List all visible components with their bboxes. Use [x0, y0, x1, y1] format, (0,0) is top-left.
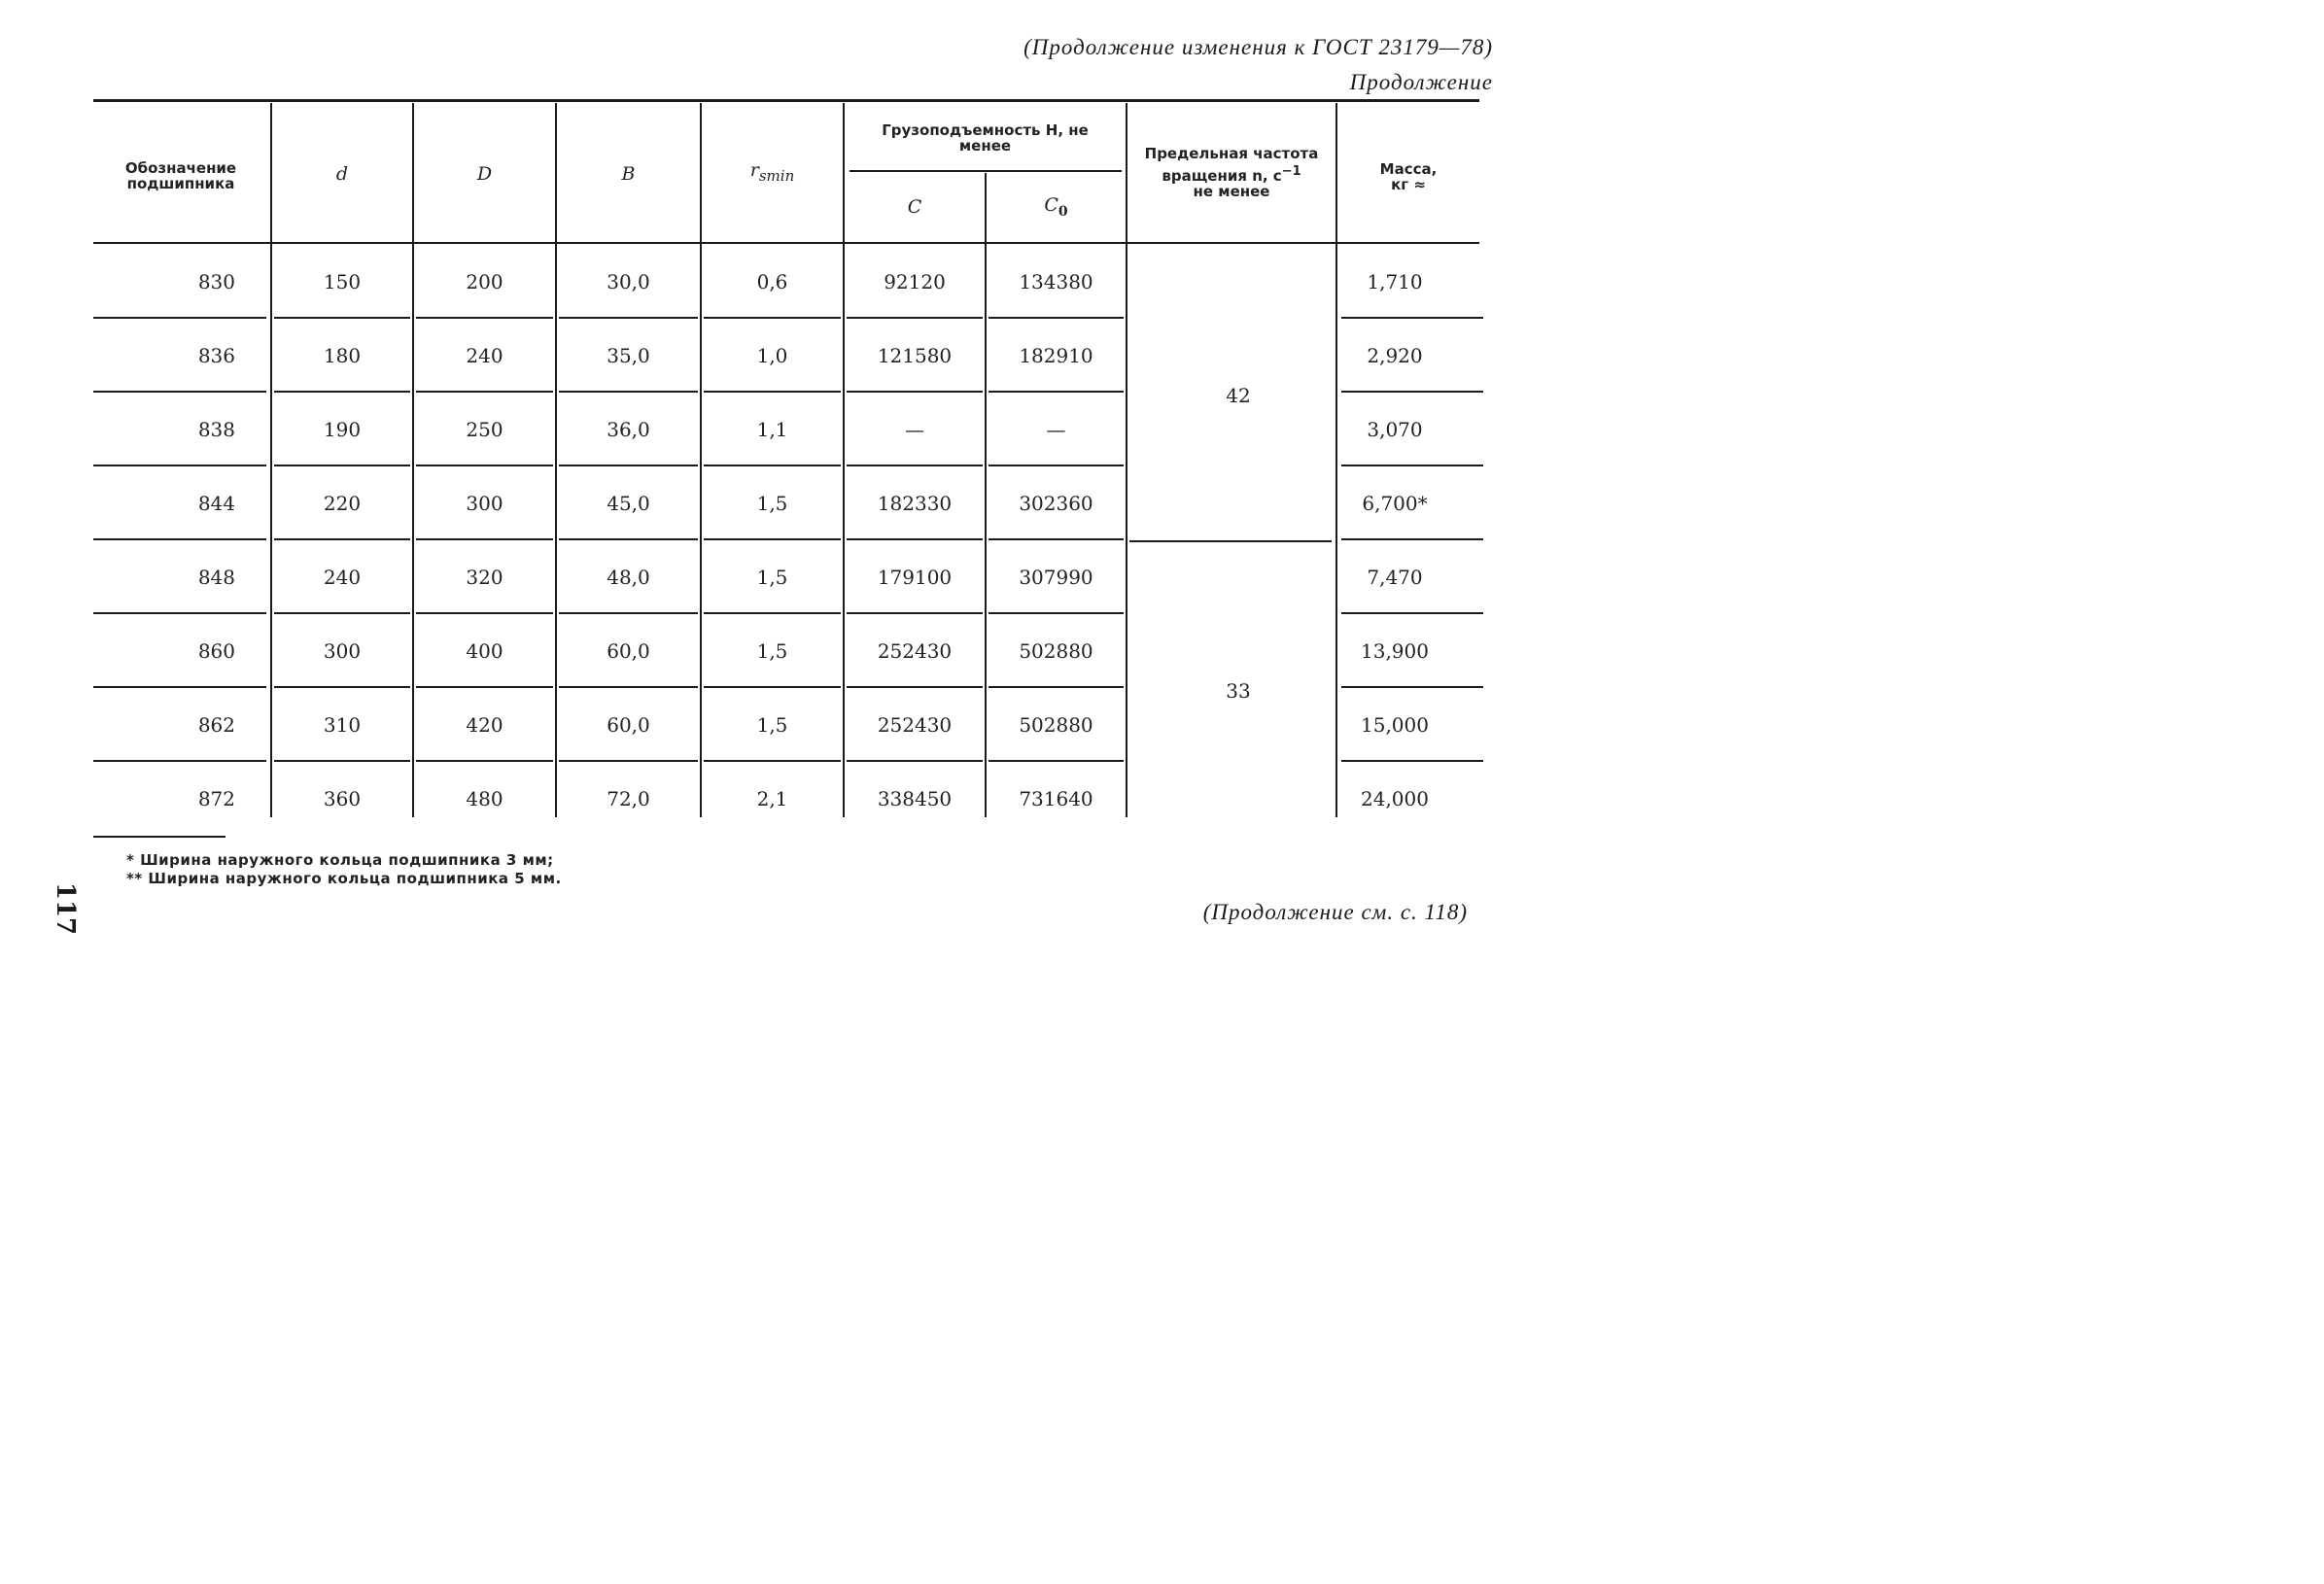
header-C0-symbol: C [1044, 194, 1058, 216]
row-separator [274, 538, 410, 540]
row-separator [1341, 760, 1483, 762]
cell-r: 1,1 [756, 418, 788, 441]
row-separator [559, 612, 698, 614]
row-separator [416, 760, 553, 762]
cell-C0: — [1046, 418, 1066, 441]
row-separator [93, 760, 266, 762]
row-separator [1341, 612, 1483, 614]
footnote-rule [93, 836, 225, 838]
row-separator [1341, 538, 1483, 540]
cell-r: 1,0 [756, 344, 788, 367]
row-separator [704, 612, 841, 614]
row-separator [847, 538, 983, 540]
header-C0-subscript: 0 [1058, 203, 1068, 220]
header-mass-line1: Масса, [1379, 160, 1438, 178]
cell-B: 45,0 [607, 492, 650, 515]
row-separator [704, 538, 841, 540]
table-header-rule [93, 242, 1479, 244]
cell-D: 480 [466, 787, 503, 810]
cell-r: 1,5 [756, 566, 788, 589]
cell-B: 36,0 [607, 418, 650, 441]
cell-C: 338450 [877, 787, 953, 810]
cell-D: 250 [466, 418, 503, 441]
row-separator [416, 391, 553, 393]
cell-mass: 6,700* [1362, 492, 1428, 515]
cell-C0: 731640 [1019, 787, 1093, 810]
row-separator [93, 391, 266, 393]
header-C: C [907, 196, 922, 218]
footnote-2: ** Ширина наружного кольца подшипника 5 мм. [126, 870, 562, 887]
page-number: 117 [51, 881, 81, 936]
col-divider [555, 103, 557, 817]
header-r-symbol: r [749, 159, 759, 181]
cell-designation: 844 [197, 492, 235, 515]
row-separator [416, 317, 553, 319]
row-separator [274, 760, 410, 762]
row-separator [274, 612, 410, 614]
header-frequency [1127, 146, 1335, 199]
frequency-group-42: 42 [1226, 384, 1251, 407]
row-separator [1341, 317, 1483, 319]
row-separator [274, 391, 410, 393]
header-frequency-line3: не менее [1193, 183, 1270, 200]
cell-r: 2,1 [756, 787, 788, 810]
cell-mass: 7,470 [1367, 566, 1423, 589]
continuation-label: Продолжение [1349, 70, 1493, 94]
row-separator [847, 317, 983, 319]
row-separator [559, 686, 698, 688]
cell-C0: 502880 [1019, 713, 1093, 737]
cell-r: 1,5 [756, 713, 788, 737]
header-load-capacity [845, 122, 1126, 154]
cell-r: 1,5 [756, 639, 788, 663]
cell-D: 400 [466, 639, 503, 663]
cell-mass: 2,920 [1367, 344, 1423, 367]
row-separator [559, 538, 698, 540]
row-separator [704, 391, 841, 393]
col-divider [412, 103, 414, 817]
header-designation-text: Обозначение подшипника [124, 159, 237, 192]
cell-designation: 836 [197, 344, 235, 367]
cell-designation: 872 [197, 787, 235, 810]
row-separator [989, 760, 1124, 762]
continue-note: (Продолжение см. с. 118) [1202, 900, 1468, 924]
row-separator [93, 612, 266, 614]
cell-d: 300 [323, 639, 362, 663]
header-frequency-sup: −1 [1281, 164, 1301, 179]
cell-d: 360 [323, 787, 362, 810]
cell-C: 179100 [877, 566, 953, 589]
row-separator [559, 391, 698, 393]
cell-mass: 15,000 [1361, 713, 1429, 737]
cell-d: 220 [323, 492, 362, 515]
header-mass [1337, 161, 1479, 192]
cell-B: 60,0 [607, 713, 650, 737]
frequency-group-33: 33 [1226, 679, 1251, 703]
row-separator [704, 317, 841, 319]
header-B: B [621, 163, 636, 185]
col-divider [1335, 103, 1337, 817]
cell-d: 190 [323, 418, 362, 441]
header-D: D [476, 163, 493, 185]
cell-D: 300 [466, 492, 503, 515]
row-separator [559, 317, 698, 319]
row-separator [274, 686, 410, 688]
header-r-smin [702, 159, 843, 185]
row-separator [1341, 686, 1483, 688]
cell-C: — [905, 418, 924, 441]
row-separator [704, 760, 841, 762]
cell-mass: 3,070 [1367, 418, 1423, 441]
frequency-group-rule [1129, 540, 1332, 542]
cell-mass: 24,000 [1361, 787, 1429, 810]
cell-D: 420 [466, 713, 503, 737]
row-separator [93, 465, 266, 466]
cell-B: 35,0 [607, 344, 650, 367]
header-load-capacity-text: Грузоподъемность Н, не менее [882, 121, 1089, 155]
row-separator [847, 760, 983, 762]
cell-designation: 848 [197, 566, 235, 589]
row-separator [1341, 465, 1483, 466]
row-separator [93, 317, 266, 319]
row-separator [847, 465, 983, 466]
header-C0 [987, 194, 1126, 220]
cell-B: 30,0 [607, 270, 650, 293]
cell-D: 320 [466, 566, 503, 589]
cell-C0: 134380 [1019, 270, 1093, 293]
row-separator [416, 465, 553, 466]
row-separator [847, 686, 983, 688]
row-separator [847, 612, 983, 614]
row-separator [1341, 391, 1483, 393]
cell-B: 72,0 [607, 787, 650, 810]
header-designation [93, 160, 268, 191]
col-divider [700, 103, 702, 817]
cell-D: 240 [466, 344, 503, 367]
cell-designation: 830 [197, 270, 235, 293]
cell-C0: 307990 [1019, 566, 1093, 589]
row-separator [274, 317, 410, 319]
header-mass-line2: кг ≈ [1391, 176, 1426, 193]
cell-mass: 13,900 [1361, 639, 1429, 663]
cell-d: 310 [323, 713, 362, 737]
row-separator [416, 612, 553, 614]
cell-C0: 182910 [1019, 344, 1093, 367]
header-frequency-line2: вращения n, с [1162, 167, 1282, 185]
continuation-title: (Продолжение изменения к ГОСТ 23179—78) [1023, 35, 1493, 59]
cell-r: 1,5 [756, 492, 788, 515]
cell-C: 252430 [877, 639, 953, 663]
cell-B: 48,0 [607, 566, 650, 589]
row-separator [704, 465, 841, 466]
row-separator [989, 317, 1124, 319]
row-separator [989, 391, 1124, 393]
cell-C: 252430 [877, 713, 953, 737]
load-subheader-rule [850, 170, 1122, 172]
header-frequency-line1: Предельная частота [1144, 145, 1319, 162]
row-separator [559, 465, 698, 466]
cell-designation: 838 [197, 418, 235, 441]
cell-C: 121580 [877, 344, 953, 367]
row-separator [989, 538, 1124, 540]
row-separator [989, 612, 1124, 614]
header-d: d [335, 163, 349, 185]
cell-designation: 860 [197, 639, 235, 663]
row-separator [847, 391, 983, 393]
table-top-rule [93, 99, 1479, 102]
row-separator [416, 538, 553, 540]
row-separator [704, 686, 841, 688]
row-separator [416, 686, 553, 688]
row-separator [93, 538, 266, 540]
cell-C0: 502880 [1019, 639, 1093, 663]
cell-C: 92120 [884, 270, 946, 293]
row-separator [274, 465, 410, 466]
row-separator [989, 686, 1124, 688]
footnote-1: * Ширина наружного кольца подшипника 3 мм; [126, 851, 554, 869]
row-separator [559, 760, 698, 762]
row-separator [93, 686, 266, 688]
cell-designation: 862 [197, 713, 235, 737]
cell-C: 182330 [877, 492, 953, 515]
row-separator [989, 465, 1124, 466]
header-r-subscript: smin [758, 166, 795, 185]
cell-D: 200 [466, 270, 503, 293]
col-divider [270, 103, 272, 817]
cell-d: 150 [323, 270, 362, 293]
cell-B: 60,0 [607, 639, 650, 663]
col-divider [1126, 103, 1127, 817]
cell-C0: 302360 [1019, 492, 1093, 515]
cell-r: 0,6 [756, 270, 788, 293]
cell-d: 240 [323, 566, 362, 589]
cell-d: 180 [323, 344, 362, 367]
cell-mass: 1,710 [1367, 270, 1423, 293]
